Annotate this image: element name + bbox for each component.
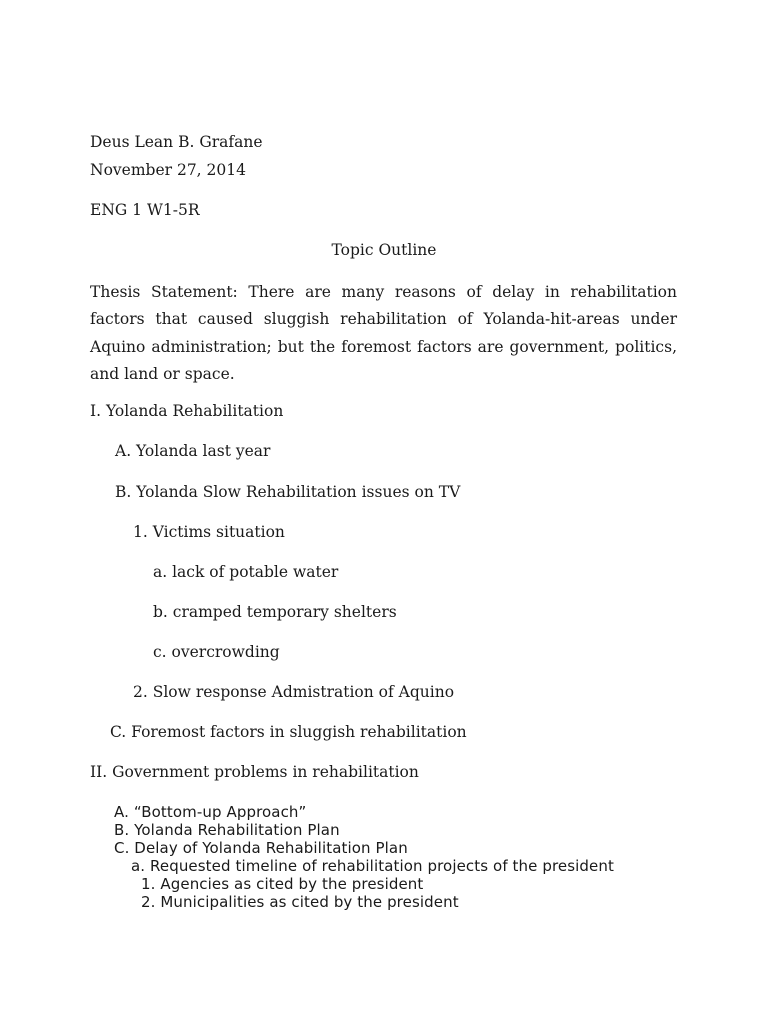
outline-item-2ca2: 2. Municipalities as cited by the president [141,893,459,911]
outline-item-2ca1: 1. Agencies as cited by the president [141,875,424,893]
outline-item-2b: B. Yolanda Rehabilitation Plan [114,821,340,839]
outline-section-2: II. Government problems in rehabilitation [90,763,419,781]
course-code: ENG 1 W1-5R [90,201,200,219]
outline-item-1b1c: c. overcrowding [153,643,280,661]
document-date: November 27, 2014 [90,161,246,179]
outline-item-1c: C. Foremost factors in sluggish rehabilitation [110,723,467,741]
outline-item-1b1: 1. Victims situation [133,523,285,541]
outline-item-2a: A. “Bottom-up Approach” [114,803,307,821]
author-name: Deus Lean B. Grafane [90,133,263,151]
outline-item-1a: A. Yolanda last year [115,442,271,460]
outline-item-1b1b: b. cramped temporary shelters [153,603,397,621]
outline-item-1b1a: a. lack of potable water [153,563,339,581]
document-title: Topic Outline [331,241,437,259]
outline-item-2c: C. Delay of Yolanda Rehabilitation Plan [114,839,408,857]
outline-item-1b: B. Yolanda Slow Rehabilitation issues on TV [115,483,461,501]
outline-item-2ca: a. Requested timeline of rehabilitation projects of the president [131,857,614,875]
outline-section-1: I. Yolanda Rehabilitation [90,402,284,420]
thesis-statement: Thesis Statement: There are many reasons of delay in rehabilitation factors that caused sluggish rehabilitation of Yolanda-hit-areas under Aquino administration; but the foremost factors are government, politics, and land or space. [90,283,677,383]
outline-item-1b2: 2. Slow response Admistration of Aquino [133,683,455,701]
